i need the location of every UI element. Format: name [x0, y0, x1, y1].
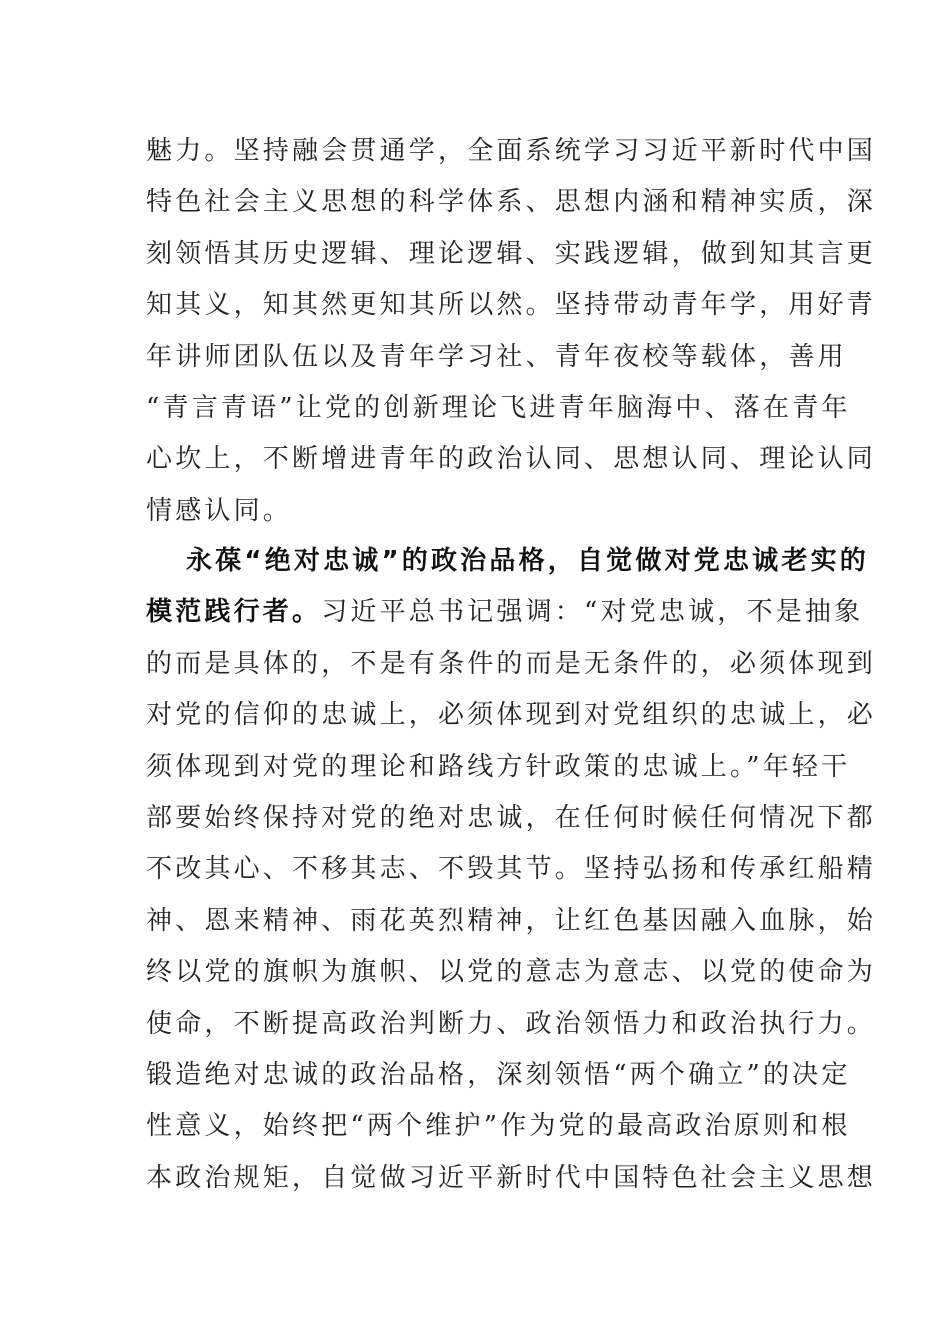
text-line: 的而是具体的，不是有条件的而是无条件的，必须体现到: [146, 648, 877, 679]
text-line: 特色社会主义思想的科学体系、思想内涵和精神实质，深: [146, 187, 877, 218]
text-line: 须体现到对党的理论和路线方针政策的忠诚上。”年轻干: [146, 751, 851, 782]
text-line: 性意义，始终把“两个维护”作为党的最高政治原则和根: [146, 1111, 851, 1142]
text-line: 刻领悟其历史逻辑、理论逻辑、实践逻辑，做到知其言更: [146, 238, 877, 269]
text-line: 锻造绝对忠诚的政治品格，深刻领悟“两个确立”的决定: [146, 1059, 851, 1090]
section-heading-line: 永葆“绝对忠诚”的政治品格，自觉做对党忠诚老实的: [186, 546, 869, 576]
text-line: 不改其心、不移其志、不毁其节。坚持弘扬和传承红船精: [146, 854, 877, 885]
text-line: 知其义，知其然更知其所以然。坚持带动青年学，用好青: [146, 290, 877, 321]
text-line: 魅力。坚持融会贯通学，全面系统学习习近平新时代中国: [146, 136, 877, 166]
text-line: 对党的信仰的忠诚上，必须体现到对党组织的忠诚上，必: [146, 700, 877, 731]
paragraph-2: [146, 536, 877, 1204]
text-line: 终以党的旗帜为旗帜、以党的意志为意志、以党的使命为: [146, 957, 877, 988]
paragraph-1: [146, 126, 877, 537]
text-line: “青言青语”让党的创新理论飞进青年脑海中、落在青年: [146, 392, 851, 423]
section-heading-end: 模范践行者。: [146, 597, 322, 628]
text-line: 神、恩来精神、雨花英烈精神，让红色基因融入血脉，始: [146, 905, 877, 936]
text-line: [146, 587, 864, 638]
text-line: 年讲师团队伍以及青年学习社、青年夜校等载体，善用: [146, 341, 847, 372]
text-line: 部要始终保持对党的绝对忠诚，在任何时候任何情况下都: [146, 802, 877, 833]
text-line: 情感认同。: [146, 495, 293, 526]
text-line: 使命，不断提高政治判断力、政治领悟力和政治执行力。: [146, 1008, 877, 1039]
text-line: 本政治规矩，自觉做习近平新时代中国特色社会主义思想: [146, 1162, 877, 1193]
quote-intro: 习近平总书记强调：“对党忠诚，不是抽象: [321, 597, 864, 628]
text-line: 心坎上，不断增进青年的政治认同、思想认同、理论认同: [146, 444, 877, 475]
